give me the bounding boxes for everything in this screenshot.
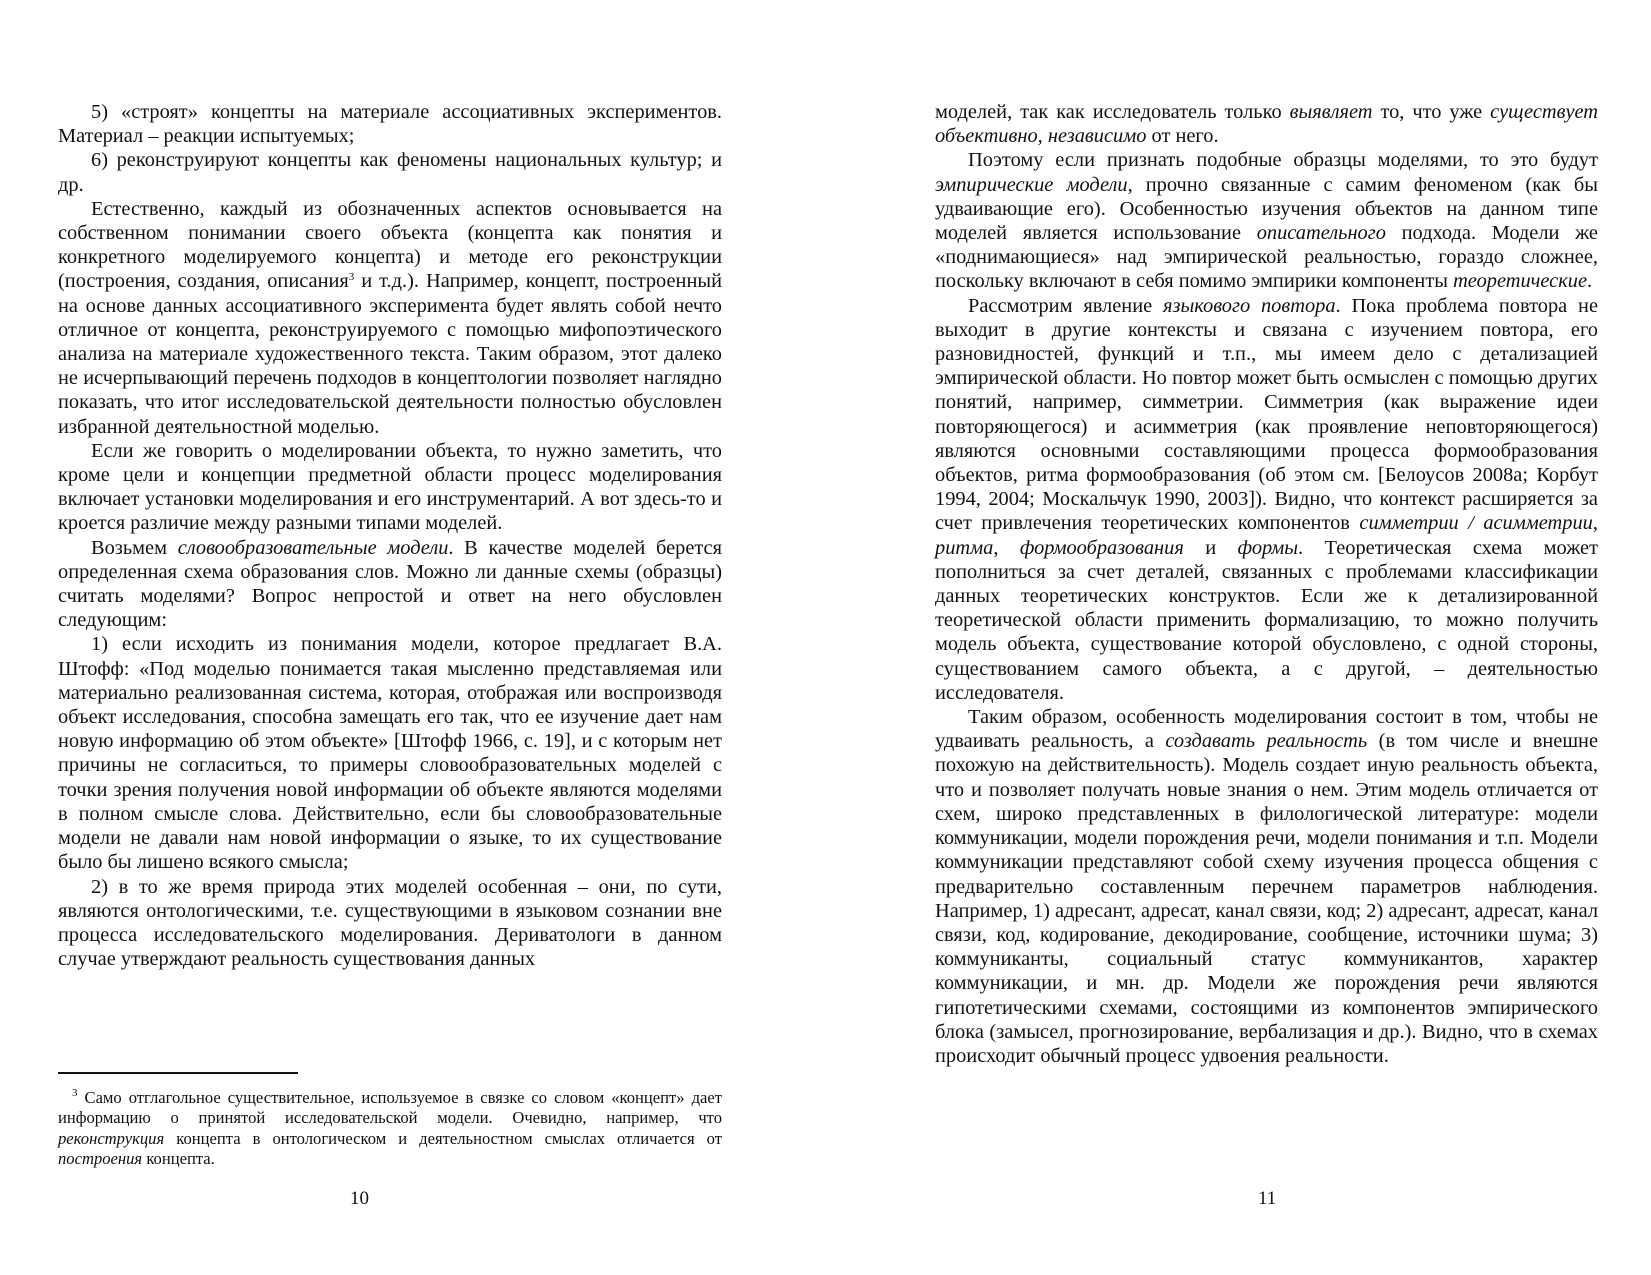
italic-term: симметрии / асимметрии xyxy=(1359,512,1593,535)
left-page xyxy=(0,0,825,1275)
text-run: . Пока проблема повтора не выходит в другие контексты и связана с изучением повтора, его разновидностей, функций и т.п., мы имеем дело с детализацией эмпирической области. Но повтор может быть осмыслен с помощью других понятий, например, симметрии. Симметрия (как выражение идеи повторяющегося) и асимметрия (как проявление неповторяющегося) являются основными составляющими процесса формообразования объектов, ритма формообразования (об этом см. [Белоусов 2008а; Корбут 1994, 2004; Москальчук 1990, 2003]). Видно, что контекст расширяется за счет привлечения теоретических компонентов xyxy=(935,294,1598,535)
italic-term: выявляет xyxy=(1289,101,1373,123)
paragraph-conclusion xyxy=(935,705,1598,1068)
text-run: от него. xyxy=(1151,125,1219,148)
italic-term: реконструкция xyxy=(58,1128,165,1148)
paragraph-continuation xyxy=(935,100,1598,148)
left-page-text xyxy=(58,100,722,971)
italic-term: теоретические xyxy=(1453,270,1588,293)
text-run: . Теоретическая схема может пополниться за счет деталей, связанных с проблемами классификации данных теоретических конструктов. Если же к детализированной теоретической области применить формализацию, то можно получить модель объекта, существование которой обусловлено, с одной стороны, существованием самого объекта, а с другой, – деятельностью исследователя. xyxy=(935,536,1598,704)
text-run: , xyxy=(993,536,999,559)
text-run: и т.д.). Например, концепт, построенный на основе данных ассоциативного эксперимента будет являть собой нечто отличное от концепта, реконструируемого с помощью мифопоэтического анализа на материале художественного текста. Таким образом, этот далеко не исчерпывающий перечень подходов в концептологии позволяет наглядно показать, что итог исследовательской деятельности полностью обусловлен избранной деятельностной моделью. xyxy=(58,270,722,438)
italic-term: описательного xyxy=(1256,222,1386,245)
text-run: Возьмем xyxy=(91,536,168,559)
paragraph-point-1: 1) если исходить из понимания модели, которое предлагает В.А. Штофф: «Под моделью понимается такая мысленно представляемая или материально реализованная система, которая, отображая или воспроизводя объект исследования, способна замещать его так, что ее изучение дает нам новую информацию об этом объекте» [Штофф 1966, с. 19], и с которым нет причины не согласиться, то примеры словообразовательных моделей с точки зрения получения новой информации об объекте являются моделями в полном смысле слова. Действительно, если бы словообразовательные модели не давали нам новой информации о языке, то их существование было бы лишено всякого смысла; xyxy=(58,633,722,874)
text-run: . В качестве моделей берется определенная схема образования слов. Можно ли данные схемы (образцы) считать моделями? Вопрос непростой и ответ на него обусловлен следующим: xyxy=(58,536,722,632)
italic-term: создавать реальность xyxy=(1165,730,1368,753)
text-run: то, что уже xyxy=(1380,101,1483,123)
paragraph-repetition xyxy=(935,294,1598,705)
paragraph-aspects xyxy=(58,197,722,439)
footnote-divider xyxy=(58,1072,298,1074)
text-run: Естественно, каждый из обозначенных аспектов основывается на собственном понимании своего объекта (концепта как понятия и конкретного моделируемого концепта) и методе его реконструкции (построения, создания, описания xyxy=(58,197,722,293)
footnote xyxy=(58,1088,722,1169)
italic-term: формообразования xyxy=(1019,536,1184,559)
text-run: , прочно связанные с самим феноменом (как бы удваивающие его). Особенностью изучения объектов на данном типе моделей является использование xyxy=(935,173,1598,245)
paragraph-list-item-6: 6) реконструируют концепты как феномены национальных культур; и др. xyxy=(58,149,722,196)
text-run: Само отглагольное существительное, используемое в связке со словом «концепт» дает информацию о принятой исследовательской модели. Очевидно, например, что xyxy=(58,1088,722,1128)
text-run: . xyxy=(1587,270,1593,293)
footnote-text xyxy=(58,1088,722,1169)
paragraph-list-item-5: 5) «строят» концепты на материале ассоциативных экспериментов. Материал – реакции испытуемых; xyxy=(58,101,722,148)
paragraph-modeling-object: Если же говорить о моделировании объекта, то нужно заметить, что кроме цели и концепции предметной области процесс моделирования включает установки моделирования и его инструментарий. А вот здесь-то и кроется различие между разными типами моделей. xyxy=(58,439,722,535)
paragraph-empirical-models xyxy=(935,148,1598,293)
text-run: Таким образом, особенность моделирования состоит в том, чтобы не удваивать реальность, а xyxy=(935,706,1598,753)
italic-term: построения xyxy=(58,1148,143,1168)
text-run: концепта в онтологическом и деятельностном смыслах отличается от xyxy=(176,1128,722,1148)
paragraph-point-2: 2) в то же время природа этих моделей особенная – они, по сути, являются онтологическими, т.е. существующими в языковом сознании вне процесса исследовательского моделирования. Дериватологи в данном случае утверждают реальность существования данных xyxy=(58,875,722,971)
italic-term: словообразовательные модели xyxy=(177,536,449,559)
text-run: подхода. Модели же «поднимающиеся» над эмпирической реальностью, гораздо сложнее, поскольку включают в себя помимо эмпирики компоненты xyxy=(935,222,1598,293)
text-run: (в том числе и внешне похожую на действительность). Модель создает иную реальность объекта, что и позволяет получать новые знания о нем. Этим модель отличается от схем, широко представленных в филологической литературе: модели коммуникации, модели порождения речи, модели понимания и т.п. Модели коммуникации представляют собой схему изучения процесса общения с предварительно составленным перечнем параметров наблюдения. Например, 1) адресант, адресат, канал связи, код; 2) адресант, адресат, канал связи, код, кодирование, декодирование, сообщение, источники шума; 3) коммуниканты, социальный статус коммуникантов, характер коммуникации, и мн. др. Модели же порождения речи являются гипотетическими схемами, состоящими из компонентов эмпирического блока (замысел, прогнозирование, вербализация и др.). Видно, что в схемах происходит обычный процесс удвоения реальности. xyxy=(935,730,1598,1067)
page-number: 10 xyxy=(350,1188,369,1209)
text-run: , xyxy=(1592,512,1598,535)
right-page xyxy=(825,0,1651,1275)
page-number: 11 xyxy=(1258,1188,1277,1209)
paragraph-word-formation xyxy=(58,536,722,633)
text-run: и xyxy=(1205,536,1217,559)
footnote-marker: 3 xyxy=(72,1087,78,1099)
italic-term: существует объективно, независимо xyxy=(935,101,1598,148)
footnote-ref: 3 xyxy=(348,271,355,284)
text-run: концепта. xyxy=(146,1148,215,1168)
right-page-text xyxy=(935,100,1598,1068)
italic-term: эмпирические модели xyxy=(935,173,1128,196)
text-run: Рассмотрим явление xyxy=(968,294,1153,317)
italic-term: формы xyxy=(1237,536,1299,559)
italic-term: ритма xyxy=(935,536,994,559)
italic-term: языкового повтора xyxy=(1163,294,1336,317)
text-run: моделей, так как исследователь только xyxy=(935,101,1282,123)
text-run: Поэтому если признать подобные образцы моделями, то это будут xyxy=(968,149,1598,172)
